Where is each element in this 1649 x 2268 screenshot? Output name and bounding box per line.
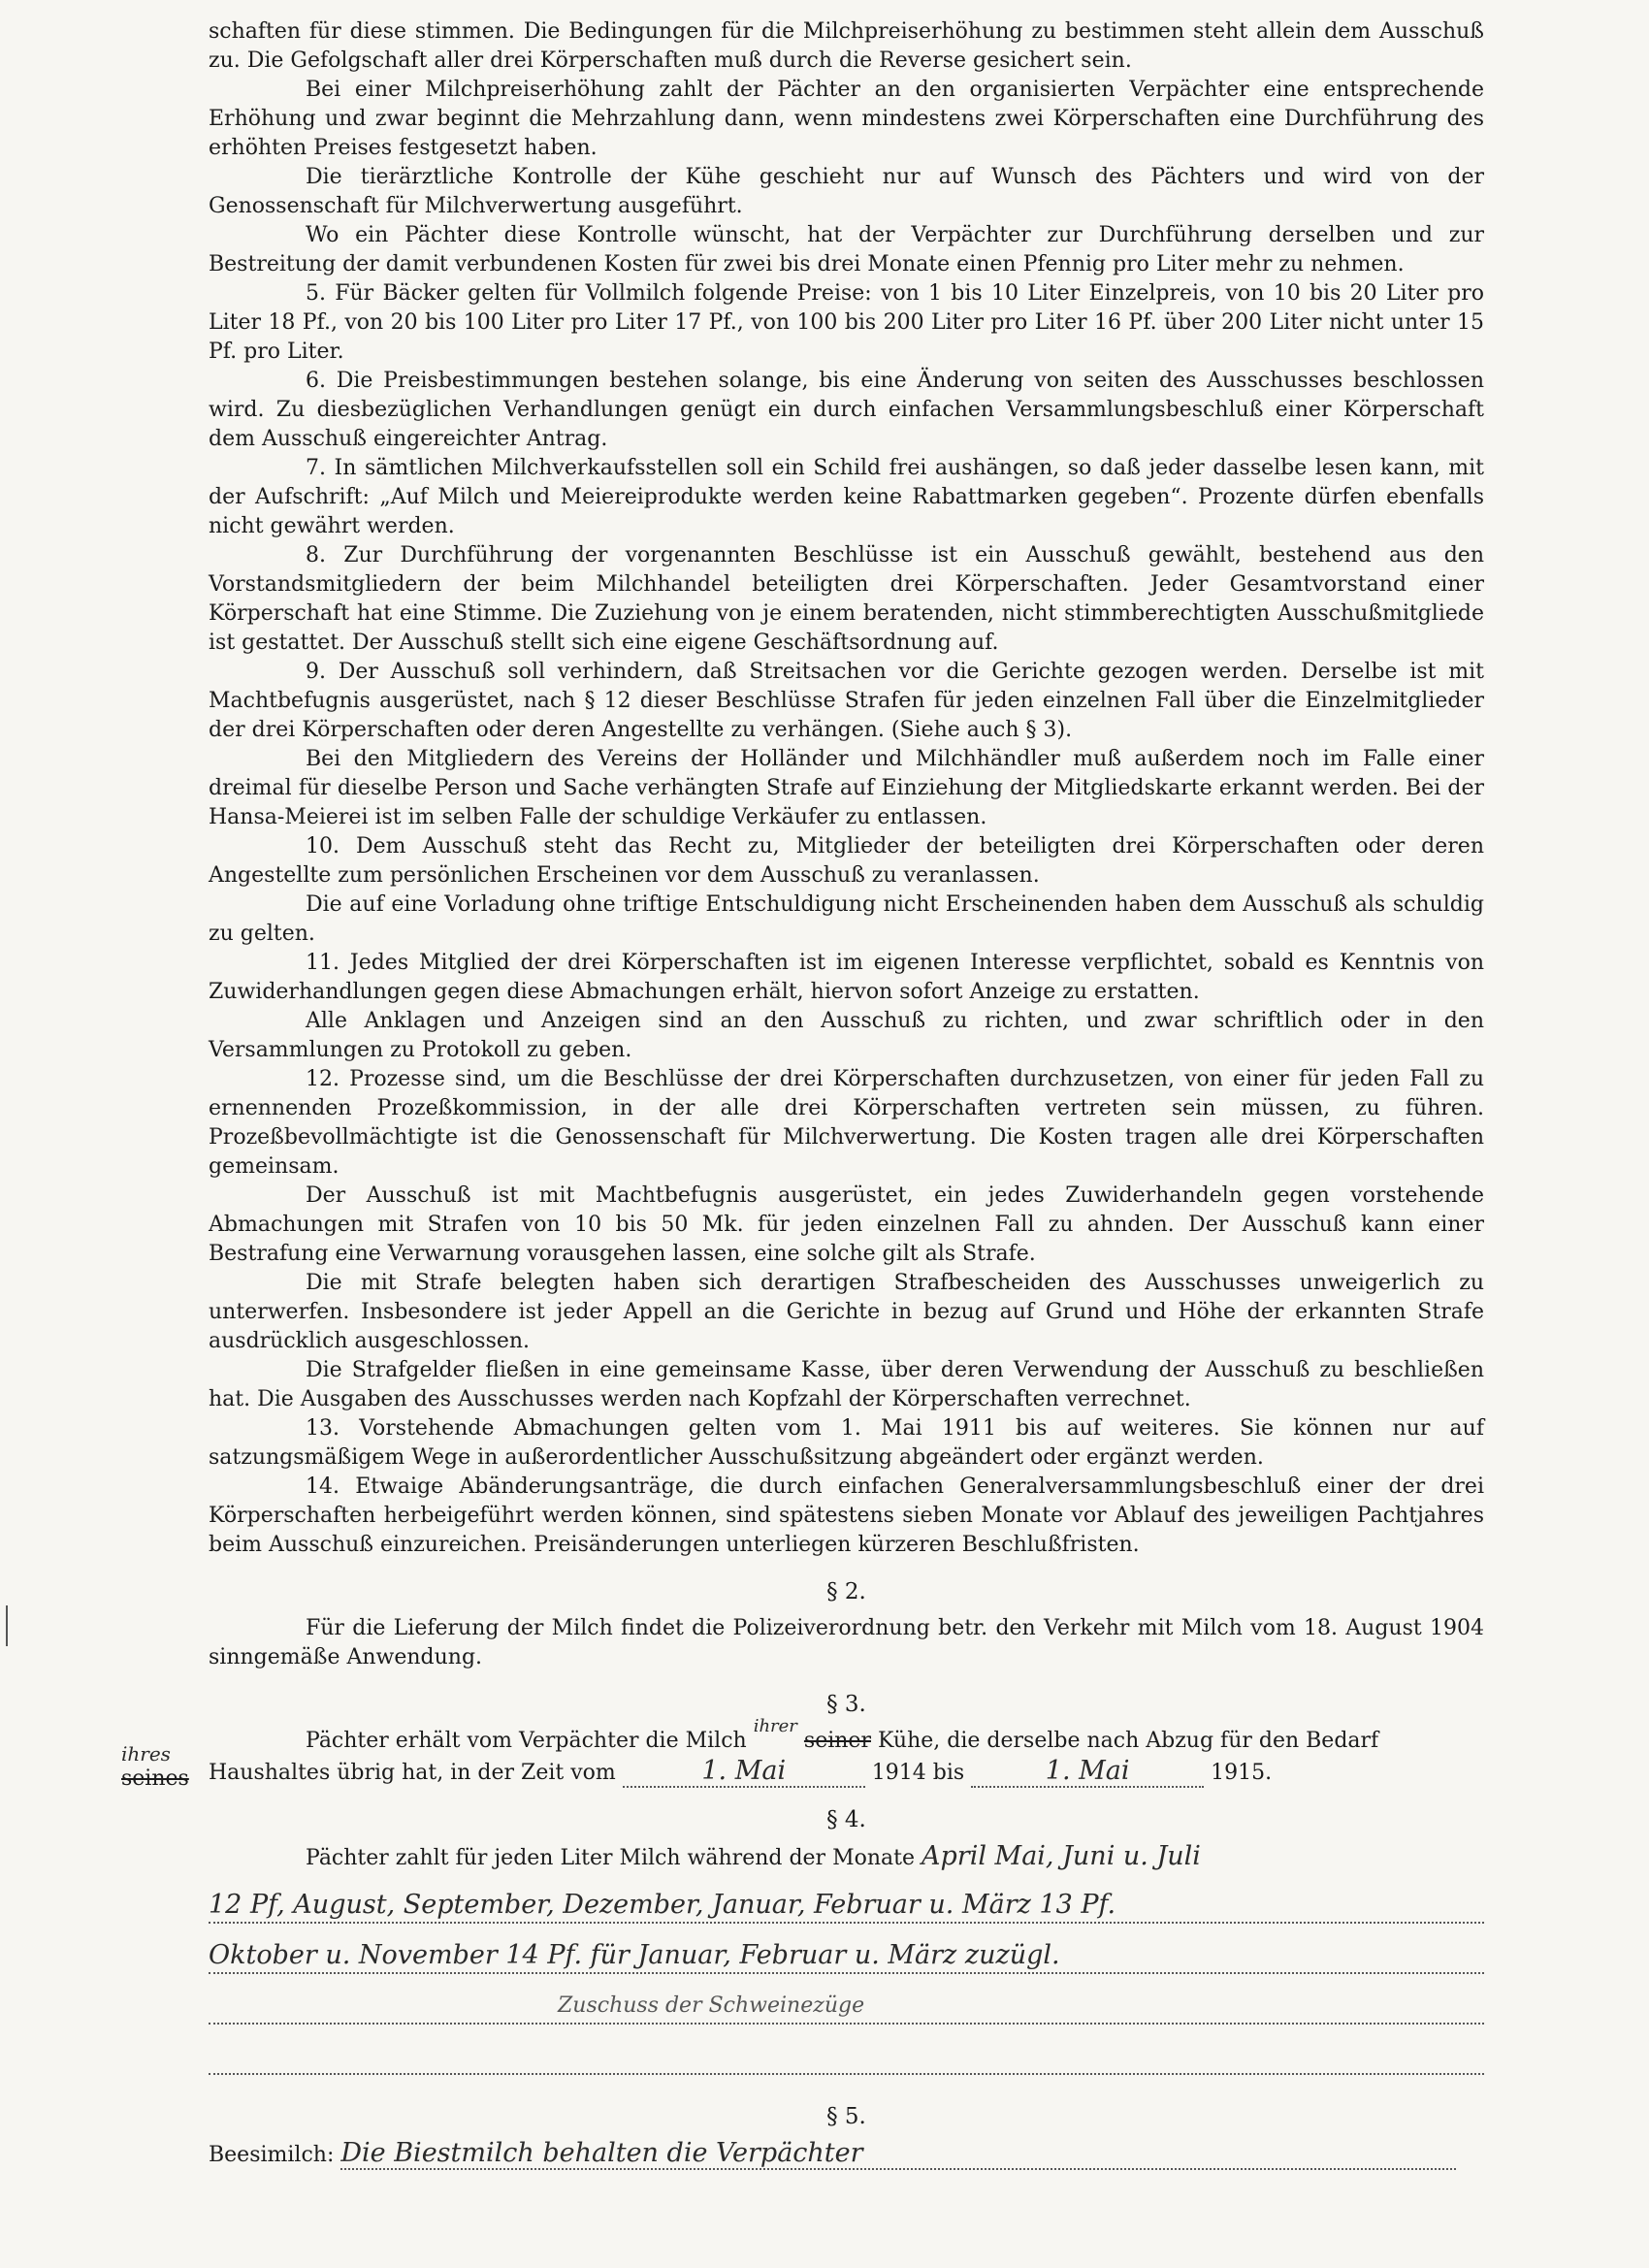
section3-year-from: 1914 [871, 1761, 926, 1785]
scan-edge-mark [6, 1605, 8, 1646]
section3-insert-note: ihrer [753, 1716, 797, 1736]
section5-hw: Die Biestmilch behalten die Verpächter [340, 2139, 1456, 2170]
paragraph: 6. Die Preisbestimmungen bestehen solange, bis eine Änderung von seiten des Ausschusses beschlossen wird. Zu diesbezüglichen Verhandlungen genügt ein durch einfachen Versammlungsbeschluß einer Körperschaft dem Ausschuß eingereichter Antrag. [209, 369, 1484, 451]
paragraph: 8. Zur Durchführung der vorgenannten Beschlüsse ist ein Ausschuß gewählt, bestehend aus den Vorstandsmitgliedern der beim Milchhandel beteiligten drei Körperschaften. Jeder Gesamtvorstand einer Körperschaft hat eine Stimme. Die Zuziehung von je einem beratenden, nicht stimmberechtigten Ausschußmitgliede ist gestattet. Der Ausschuß stellt sich eine eigene Geschäftsordnung auf. [209, 543, 1484, 655]
section5-line [209, 2139, 1484, 2170]
section5-label: Beesimilch: [209, 2143, 335, 2167]
section3-text-c: Haushaltes übrig hat, in der Zeit vom [209, 1761, 616, 1785]
section3-heading: § 3. [826, 1692, 866, 1717]
section3-line2 [121, 1742, 1484, 1791]
section3-text-a: Pächter erhält vom Verpächter die Milch [306, 1729, 747, 1753]
paragraph: Die tierärztliche Kontrolle der Kühe geschieht nur auf Wunsch des Pächters und wird von der Genossenschaft für Milchverwertung ausgeführt. [209, 165, 1484, 218]
section2-heading: § 2. [826, 1579, 866, 1604]
section4-hw-line3: Oktober u. November 14 Pf. für Januar, Februar u. März zuzügl. [209, 1940, 1060, 1970]
paragraph: 13. Vorstehende Abmachungen gelten vom 1. Mai 1911 bis auf weiteres. Sie können nur auf satzungsmäßigem Wege in außerordentlicher Ausschußsitzung abgeändert oder ergänzt werden. [209, 1416, 1484, 1470]
section4-hw-line4: Zuschuss der Schweinezüge [558, 1993, 865, 2018]
section4-heading: § 4. [826, 1807, 866, 1832]
section4-line3 [209, 1978, 1484, 2025]
paragraph: Der Ausschuß ist mit Machtbefugnis ausgerüstet, ein jedes Zuwiderhandeln gegen vorstehende Abmachungen mit Strafen von 10 bis 50 Mk. für jeden einzelnen Fall zu ahnden. Der Ausschuß kann einer Bestrafung eine Verwarnung vorausgehen lassen, eine solche gilt als Strafe. [209, 1183, 1484, 1266]
section4-line2 [209, 1928, 1484, 1974]
paragraph: Bei den Mitgliedern des Vereins der Holländer und Milchhändler muß außerdem noch im Falle einer dreimal für dieselbe Person und Sache verhängten Strafe auf Einziehung der Mitgliedskarte erkannt werden. Bei der Hansa-Meierei ist im selben Falle der schuldige Verkäufer zu entlassen. [209, 747, 1484, 829]
section4-line1 [209, 1877, 1484, 1924]
section3-to-date: 1. Mai [971, 1757, 1204, 1788]
section4-line0 [209, 1842, 1484, 1873]
section3-margin-note: ihres [121, 1742, 171, 1766]
paragraph: 9. Der Ausschuß soll verhindern, daß Streitsachen vor die Gerichte gezogen werden. Derselbe ist mit Machtbefugnis ausgerüstet, nach § 12 dieser Beschlüsse Strafen für jeden einzelnen Fall über die Einzelmitglieder der drei Körperschaften oder deren Angestellte zu verhängen. (Siehe auch § 3). [209, 660, 1484, 742]
paragraph: Die Strafgelder fließen in eine gemeinsame Kasse, über deren Verwendung der Ausschuß zu beschließen hat. Die Ausgaben des Ausschusses werden nach Kopfzahl der Körperschaften verrechnet. [209, 1358, 1484, 1411]
paragraph: 12. Prozesse sind, um die Beschlüsse der drei Körperschaften durchzusetzen, von einer für jeden Fall zu ernennenden Prozeßkommission, in der alle drei Körperschaften vertreten sein müssen, zu führen. Prozeßbevollmächtigte ist die Genossenschaft für Milchverwertung. Die Kosten tragen alle drei Körperschaften gemeinsam. [209, 1067, 1484, 1179]
document-body [121, 17, 1484, 2170]
paragraph: Alle Anklagen und Anzeigen sind an den Ausschuß zu richten, und zwar schriftlich oder in den Versammlungen zu Protokoll zu geben. [209, 1009, 1484, 1062]
paragraph: 5. Für Bäcker gelten für Vollmilch folgende Preise: von 1 bis 10 Liter Einzelpreis, von 10 bis 20 Liter pro Liter 18 Pf., von 20 bis 100 Liter pro Liter 17 Pf., von 100 bis 200 Liter pro Liter 16 Pf. über 200 Liter nicht unter 15 Pf. pro Liter. [209, 281, 1484, 364]
section4-hw-line1: April Mai, Juni u. Juli [922, 1841, 1201, 1871]
paragraph: 14. Etwaige Abänderungsanträge, die durch einfachen Generalversammlungsbeschluß einer der drei Körperschaften herbeigeführt werden können, sind spätestens sieben Monate vor Ablauf des jeweiligen Pachtjahres beim Ausschuß einzureichen. Preisänderungen unterliegen kürzeren Beschlußfristen. [209, 1474, 1484, 1557]
paragraph: Wo ein Pächter diese Kontrolle wünscht, hat der Verpächter zur Durchführung derselben und zur Bestreitung der damit verbundenen Kosten für zwei bis drei Monate einen Pfennig pro Liter mehr zu nehmen. [209, 223, 1484, 276]
paragraph: schaften für diese stimmen. Die Bedingungen für die Milchpreiserhöhung zu bestimmen steht allein dem Ausschuß zu. Die Gefolgschaft aller drei Körperschaften muß durch die Reverse gesichert sein. [209, 19, 1484, 73]
paragraph: 10. Dem Ausschuß steht das Recht zu, Mitglieder der beteiligten drei Körperschaften oder deren Angestellte zum persönlichen Erscheinen vor dem Ausschuß zu veranlassen. [209, 834, 1484, 888]
section1-paragraphs [209, 17, 1484, 1560]
section3-text-d: bis [932, 1761, 965, 1785]
section3-line1 [209, 1716, 1484, 1757]
section4-text: Pächter zahlt für jeden Liter Milch während der Monate [306, 1846, 915, 1870]
paragraph: Die mit Strafe belegten haben sich derartigen Strafbescheiden des Ausschusses unweigerlich zu unterwerfen. Insbesondere ist jeder Appell an die Gerichte in bezug auf Grund und Höhe der erkannten Strafe ausdrücklich ausgeschlossen. [209, 1271, 1484, 1353]
section5-heading: § 5. [826, 2104, 866, 2129]
section2-text: Für die Lieferung der Milch findet die Polizeiverordnung betr. den Verkehr mit Milch vom 18. August 1904 sinngemäße Anwendung. [209, 1616, 1484, 1669]
section3-text-b: Kühe, die derselbe nach Abzug für den Bedarf [877, 1729, 1379, 1753]
paragraph: 11. Jedes Mitglied der drei Körperschaften ist im eigenen Interesse verpflichtet, sobald es Kenntnis von Zuwiderhandlungen gegen diese Abmachungen erhält, hiervon sofort Anzeige zu erstatten. [209, 951, 1484, 1004]
section4-hw-line2: 12 Pf, August, September, Dezember, Januar, Februar u. März 13 Pf. [209, 1890, 1116, 1920]
paragraph: Die auf eine Vorladung ohne triftige Entschuldigung nicht Erscheinenden haben dem Ausschuß als schuldig zu gelten. [209, 892, 1484, 946]
paragraph: Bei einer Milchpreiserhöhung zahlt der Pächter an den organisierten Verpächter eine entsprechende Erhöhung und zwar beginnt die Mehrzahlung dann, wenn mindestens zwei Körperschaften eine Durchführung des erhöhten Preises festgesetzt haben. [209, 78, 1484, 160]
section3-from-date: 1. Mai [623, 1757, 865, 1788]
paragraph: 7. In sämtlichen Milchverkaufsstellen soll ein Schild frei aushängen, so daß jeder dasselbe lesen kann, mit der Aufschrift: „Auf Milch und Meiereiprodukte werden keine Rabattmarken gegeben“. Prozente dürfen ebenfalls nicht gewährt werden. [209, 456, 1484, 538]
section4-line4 [209, 2028, 1484, 2075]
section3-struck-b: seines [121, 1766, 189, 1791]
section3-year-to: 1915. [1211, 1761, 1273, 1785]
section3-struck-a: seiner [803, 1729, 871, 1753]
